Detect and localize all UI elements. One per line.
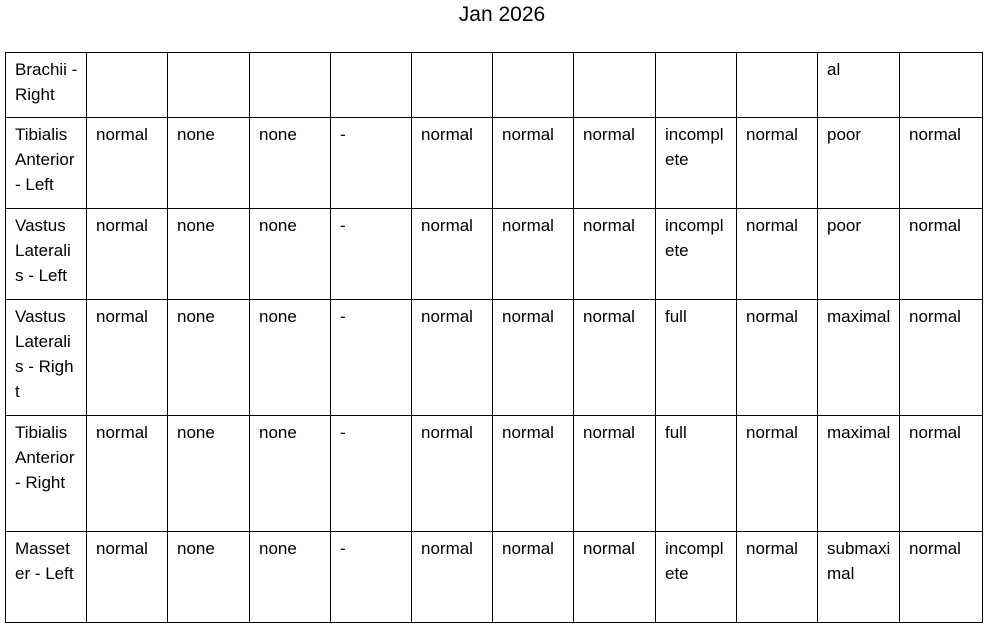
table-cell: normal	[493, 118, 574, 209]
table-cell: normal	[737, 416, 818, 532]
table-cell: maximal	[818, 416, 900, 532]
table-cell: normal	[412, 209, 493, 300]
table-cell: normal	[900, 300, 983, 416]
table-cell: incomplete	[656, 118, 737, 209]
table-cell: Vastus Lateralis - Left	[6, 209, 87, 300]
table-cell	[250, 53, 331, 118]
table-cell: maximal	[818, 300, 900, 416]
table-cell: none	[250, 118, 331, 209]
table-cell: poor	[818, 118, 900, 209]
table-cell: full	[656, 300, 737, 416]
table-cell: none	[250, 209, 331, 300]
table-cell: full	[656, 416, 737, 532]
table-cell: normal	[737, 300, 818, 416]
table-cell: none	[250, 416, 331, 532]
table-cell: normal	[574, 416, 656, 532]
table-cell: -	[331, 532, 412, 623]
table-cell: Brachii - Right	[6, 53, 87, 118]
table-cell: normal	[574, 118, 656, 209]
table-cell: Masseter - Left	[6, 532, 87, 623]
table-cell: normal	[900, 118, 983, 209]
table-cell: normal	[87, 209, 168, 300]
table-cell: incomplete	[656, 532, 737, 623]
table-cell: normal	[87, 416, 168, 532]
table-cell: normal	[737, 209, 818, 300]
table-cell: normal	[574, 209, 656, 300]
table-cell: al	[818, 53, 900, 118]
table-row	[6, 118, 983, 209]
page-header	[0, 0, 984, 32]
table-cell: normal	[900, 532, 983, 623]
table-cell: none	[168, 532, 250, 623]
table-cell: normal	[87, 300, 168, 416]
table-cell: normal	[574, 532, 656, 623]
table-cell: none	[250, 300, 331, 416]
table-cell	[331, 53, 412, 118]
table-cell: -	[331, 416, 412, 532]
table-row	[6, 209, 983, 300]
table-cell: incomplete	[656, 209, 737, 300]
table-row	[6, 416, 983, 532]
table-cell: -	[331, 118, 412, 209]
table-cell: poor	[818, 209, 900, 300]
table-cell	[574, 53, 656, 118]
table-cell: normal	[737, 118, 818, 209]
table-cell: none	[168, 209, 250, 300]
table-cell	[87, 53, 168, 118]
table-row	[6, 53, 983, 118]
table-cell: normal	[900, 209, 983, 300]
table-cell	[493, 53, 574, 118]
table-cell	[900, 53, 983, 118]
table-cell: -	[331, 209, 412, 300]
table-cell: none	[168, 300, 250, 416]
table-cell	[412, 53, 493, 118]
table-cell: normal	[412, 118, 493, 209]
table-row	[6, 300, 983, 416]
emg-findings-table	[5, 52, 983, 623]
table-cell: Tibialis Anterior - Left	[6, 118, 87, 209]
table-cell: normal	[412, 300, 493, 416]
table-cell: normal	[87, 532, 168, 623]
header-date: Jan 2026	[458, 3, 546, 26]
table-cell: normal	[412, 532, 493, 623]
table-cell: none	[250, 532, 331, 623]
table-cell: normal	[412, 416, 493, 532]
table-cell	[737, 53, 818, 118]
table-cell: normal	[493, 416, 574, 532]
table-cell: Vastus Lateralis - Right	[6, 300, 87, 416]
table-cell: normal	[574, 300, 656, 416]
table-cell: Tibialis Anterior - Right	[6, 416, 87, 532]
table-cell: normal	[493, 209, 574, 300]
table-cell	[168, 53, 250, 118]
table-cell: normal	[87, 118, 168, 209]
table-cell: -	[331, 300, 412, 416]
table-cell	[656, 53, 737, 118]
table-cell: normal	[493, 532, 574, 623]
table-cell: normal	[493, 300, 574, 416]
table-cell: none	[168, 416, 250, 532]
table-cell: submaximal	[818, 532, 900, 623]
table-cell: normal	[900, 416, 983, 532]
table-cell: none	[168, 118, 250, 209]
table-row	[6, 532, 983, 623]
table-cell: normal	[737, 532, 818, 623]
